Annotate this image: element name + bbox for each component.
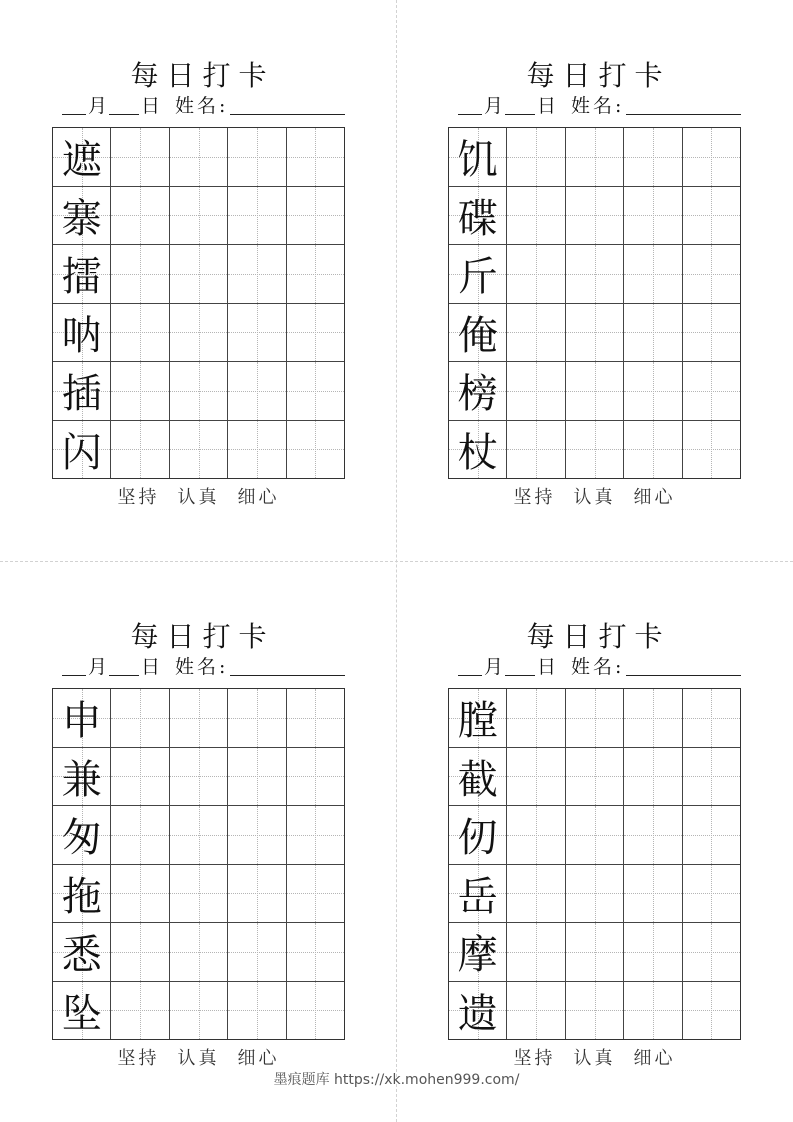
practice-cell: [507, 865, 565, 923]
model-character-cell: [449, 806, 507, 864]
practice-cell: [507, 748, 565, 806]
practice-card: [52, 58, 345, 510]
practice-cell: [111, 982, 169, 1040]
model-character-cell: [449, 748, 507, 806]
practice-cell: [228, 748, 286, 806]
model-character: 榜: [457, 371, 498, 418]
date-line: [458, 656, 741, 678]
practice-cell: [683, 128, 740, 186]
model-character-cell: [449, 362, 507, 420]
card-title: 每日打卡: [526, 59, 671, 92]
practice-cell: [111, 806, 169, 864]
model-character: 碟: [457, 195, 498, 242]
model-character-cell: [53, 689, 111, 747]
month-label: 月: [484, 656, 504, 678]
card-title: 每日打卡: [130, 59, 275, 92]
model-character-cell: [449, 923, 507, 981]
name-blank: [626, 114, 741, 115]
grid-row: [53, 689, 344, 748]
month-blank: [62, 114, 86, 115]
model-character-cell: [53, 421, 111, 479]
practice-cell: [111, 362, 169, 420]
card-footer: [52, 488, 345, 508]
model-character-cell: [449, 187, 507, 245]
model-character: 拖: [61, 873, 102, 920]
grid-row: [449, 421, 740, 479]
practice-cell: [566, 923, 624, 981]
footer-word: 细心: [237, 1048, 280, 1069]
practice-cell: [683, 923, 740, 981]
grid-row: [449, 748, 740, 807]
practice-cell: [683, 362, 740, 420]
footer-word: 认真: [573, 487, 616, 508]
model-character: 截: [457, 756, 498, 803]
practice-cell: [170, 362, 228, 420]
practice-cell: [624, 923, 682, 981]
practice-cell: [170, 245, 228, 303]
practice-grid: [448, 688, 741, 1040]
practice-cell: [683, 806, 740, 864]
practice-cell: [228, 128, 286, 186]
model-character: 岳: [457, 873, 498, 920]
practice-cell: [683, 689, 740, 747]
practice-cell: [170, 748, 228, 806]
model-character-cell: [449, 245, 507, 303]
practice-cell: [287, 245, 344, 303]
practice-cell: [507, 245, 565, 303]
model-character: 坠: [61, 990, 102, 1037]
model-character: 杖: [457, 429, 498, 476]
name-blank: [230, 114, 345, 115]
model-character: 遮: [61, 137, 102, 184]
grid-row: [449, 128, 740, 187]
practice-cell: [111, 245, 169, 303]
practice-cell: [683, 304, 740, 362]
practice-cell: [566, 748, 624, 806]
practice-card: [448, 619, 741, 1071]
grid-row: [449, 689, 740, 748]
practice-cell: [111, 923, 169, 981]
practice-cell: [111, 304, 169, 362]
practice-cell: [111, 689, 169, 747]
practice-cell: [624, 806, 682, 864]
day-label: 日: [537, 95, 557, 117]
practice-grid: [52, 688, 345, 1040]
footer-word: 认真: [573, 1048, 616, 1069]
practice-card: [52, 619, 345, 1071]
model-character: 匆: [61, 815, 102, 862]
model-character-cell: [53, 806, 111, 864]
practice-grid: [52, 127, 345, 479]
practice-cell: [566, 362, 624, 420]
model-character-cell: [53, 245, 111, 303]
grid-row: [53, 982, 344, 1040]
practice-cell: [170, 421, 228, 479]
month-label: 月: [88, 656, 108, 678]
model-character: 仞: [457, 815, 498, 862]
practice-cell: [228, 304, 286, 362]
model-character: 呐: [61, 312, 102, 359]
model-character-cell: [449, 128, 507, 186]
model-character-cell: [53, 187, 111, 245]
practice-cell: [507, 362, 565, 420]
card-title: 每日打卡: [130, 620, 275, 653]
footer-word: 细心: [237, 487, 280, 508]
footer-word: 坚持: [513, 1048, 556, 1069]
practice-cell: [170, 128, 228, 186]
practice-cell: [287, 304, 344, 362]
model-character-cell: [53, 923, 111, 981]
practice-cell: [507, 923, 565, 981]
model-character-cell: [449, 865, 507, 923]
practice-cell: [683, 245, 740, 303]
footer-word: 认真: [177, 487, 220, 508]
practice-cell: [566, 982, 624, 1040]
practice-cell: [507, 421, 565, 479]
footer-word: 坚持: [117, 487, 160, 508]
month-blank: [62, 675, 86, 676]
practice-cell: [111, 128, 169, 186]
month-blank: [458, 114, 482, 115]
practice-cell: [170, 187, 228, 245]
model-character: 俺: [457, 312, 498, 359]
practice-cell: [228, 421, 286, 479]
grid-row: [449, 865, 740, 924]
practice-cell: [287, 923, 344, 981]
practice-cell: [624, 421, 682, 479]
practice-cell: [624, 865, 682, 923]
model-character: 遗: [457, 990, 498, 1037]
practice-cell: [507, 806, 565, 864]
name-label: 姓名:: [571, 95, 625, 117]
model-character-cell: [53, 748, 111, 806]
practice-cell: [624, 982, 682, 1040]
practice-cell: [624, 362, 682, 420]
model-character: 兼: [61, 756, 102, 803]
model-character: 饥: [457, 137, 498, 184]
grid-row: [53, 748, 344, 807]
footer-word: 细心: [633, 487, 676, 508]
day-label: 日: [141, 95, 161, 117]
model-character: 插: [61, 371, 102, 418]
grid-row: [53, 304, 344, 363]
practice-cell: [683, 421, 740, 479]
practice-cell: [287, 362, 344, 420]
practice-cell: [228, 923, 286, 981]
practice-cell: [287, 421, 344, 479]
watermark: 墨痕题库 https://xk.mohen999.com/: [273, 1072, 520, 1088]
model-character: 闪: [61, 429, 102, 476]
model-character-cell: [53, 128, 111, 186]
practice-cell: [228, 187, 286, 245]
practice-cell: [566, 187, 624, 245]
practice-cell: [111, 421, 169, 479]
practice-cell: [111, 865, 169, 923]
day-label: 日: [537, 656, 557, 678]
practice-cell: [228, 362, 286, 420]
practice-cell: [624, 748, 682, 806]
grid-row: [53, 128, 344, 187]
practice-cell: [683, 982, 740, 1040]
card-title: 每日打卡: [526, 620, 671, 653]
footer-word: 坚持: [117, 1048, 160, 1069]
practice-cell: [287, 689, 344, 747]
practice-cell: [287, 748, 344, 806]
practice-cell: [170, 982, 228, 1040]
day-blank: [505, 675, 535, 676]
name-label: 姓名:: [571, 656, 625, 678]
practice-cell: [287, 865, 344, 923]
grid-row: [449, 362, 740, 421]
practice-cell: [683, 748, 740, 806]
practice-cell: [566, 304, 624, 362]
practice-cell: [111, 187, 169, 245]
footer-word: 坚持: [513, 487, 556, 508]
card-footer: [52, 1049, 345, 1069]
model-character-cell: [449, 304, 507, 362]
grid-row: [53, 806, 344, 865]
practice-cell: [624, 128, 682, 186]
name-blank: [230, 675, 345, 676]
practice-cell: [170, 689, 228, 747]
practice-cell: [170, 806, 228, 864]
practice-cell: [624, 245, 682, 303]
practice-cell: [624, 304, 682, 362]
day-label: 日: [141, 656, 161, 678]
practice-cell: [170, 304, 228, 362]
practice-cell: [624, 689, 682, 747]
model-character-cell: [53, 362, 111, 420]
practice-cell: [228, 245, 286, 303]
practice-cell: [683, 187, 740, 245]
grid-row: [449, 806, 740, 865]
practice-cell: [287, 982, 344, 1040]
practice-card: [448, 58, 741, 510]
grid-row: [449, 187, 740, 246]
month-blank: [458, 675, 482, 676]
practice-cell: [228, 806, 286, 864]
practice-cell: [228, 865, 286, 923]
date-line: [458, 95, 741, 117]
day-blank: [109, 675, 139, 676]
practice-cell: [566, 865, 624, 923]
footer-word: 细心: [633, 1048, 676, 1069]
model-character: 悉: [61, 932, 102, 979]
practice-cell: [507, 982, 565, 1040]
date-line: [62, 656, 345, 678]
name-label: 姓名:: [175, 656, 229, 678]
model-character-cell: [53, 982, 111, 1040]
grid-row: [53, 865, 344, 924]
grid-row: [449, 245, 740, 304]
footer-word: 认真: [177, 1048, 220, 1069]
grid-row: [53, 421, 344, 479]
practice-cell: [507, 304, 565, 362]
model-character-cell: [449, 421, 507, 479]
horizontal-cut-line: [0, 561, 793, 562]
practice-cell: [111, 748, 169, 806]
model-character: 申: [61, 698, 102, 745]
model-character: 斤: [457, 254, 498, 301]
grid-row: [53, 245, 344, 304]
practice-cell: [228, 689, 286, 747]
name-label: 姓名:: [175, 95, 229, 117]
practice-cell: [507, 187, 565, 245]
grid-row: [53, 187, 344, 246]
date-line: [62, 95, 345, 117]
grid-row: [449, 304, 740, 363]
grid-row: [53, 362, 344, 421]
practice-cell: [507, 689, 565, 747]
practice-cell: [566, 689, 624, 747]
model-character: 寨: [61, 195, 102, 242]
practice-cell: [170, 865, 228, 923]
day-blank: [109, 114, 139, 115]
month-label: 月: [484, 95, 504, 117]
grid-row: [53, 923, 344, 982]
card-footer: [448, 488, 741, 508]
practice-grid: [448, 127, 741, 479]
practice-cell: [566, 245, 624, 303]
practice-cell: [170, 923, 228, 981]
name-blank: [626, 675, 741, 676]
model-character-cell: [449, 982, 507, 1040]
model-character: 膛: [457, 698, 498, 745]
practice-cell: [287, 187, 344, 245]
grid-row: [449, 982, 740, 1040]
model-character-cell: [53, 865, 111, 923]
card-footer: [448, 1049, 741, 1069]
practice-cell: [683, 865, 740, 923]
practice-cell: [287, 128, 344, 186]
practice-cell: [507, 128, 565, 186]
practice-cell: [228, 982, 286, 1040]
practice-cell: [624, 187, 682, 245]
model-character: 摩: [457, 932, 498, 979]
practice-cell: [566, 806, 624, 864]
model-character-cell: [53, 304, 111, 362]
practice-cell: [566, 421, 624, 479]
practice-cell: [287, 806, 344, 864]
month-label: 月: [88, 95, 108, 117]
model-character-cell: [449, 689, 507, 747]
model-character: 擂: [61, 254, 102, 301]
day-blank: [505, 114, 535, 115]
grid-row: [449, 923, 740, 982]
practice-cell: [566, 128, 624, 186]
